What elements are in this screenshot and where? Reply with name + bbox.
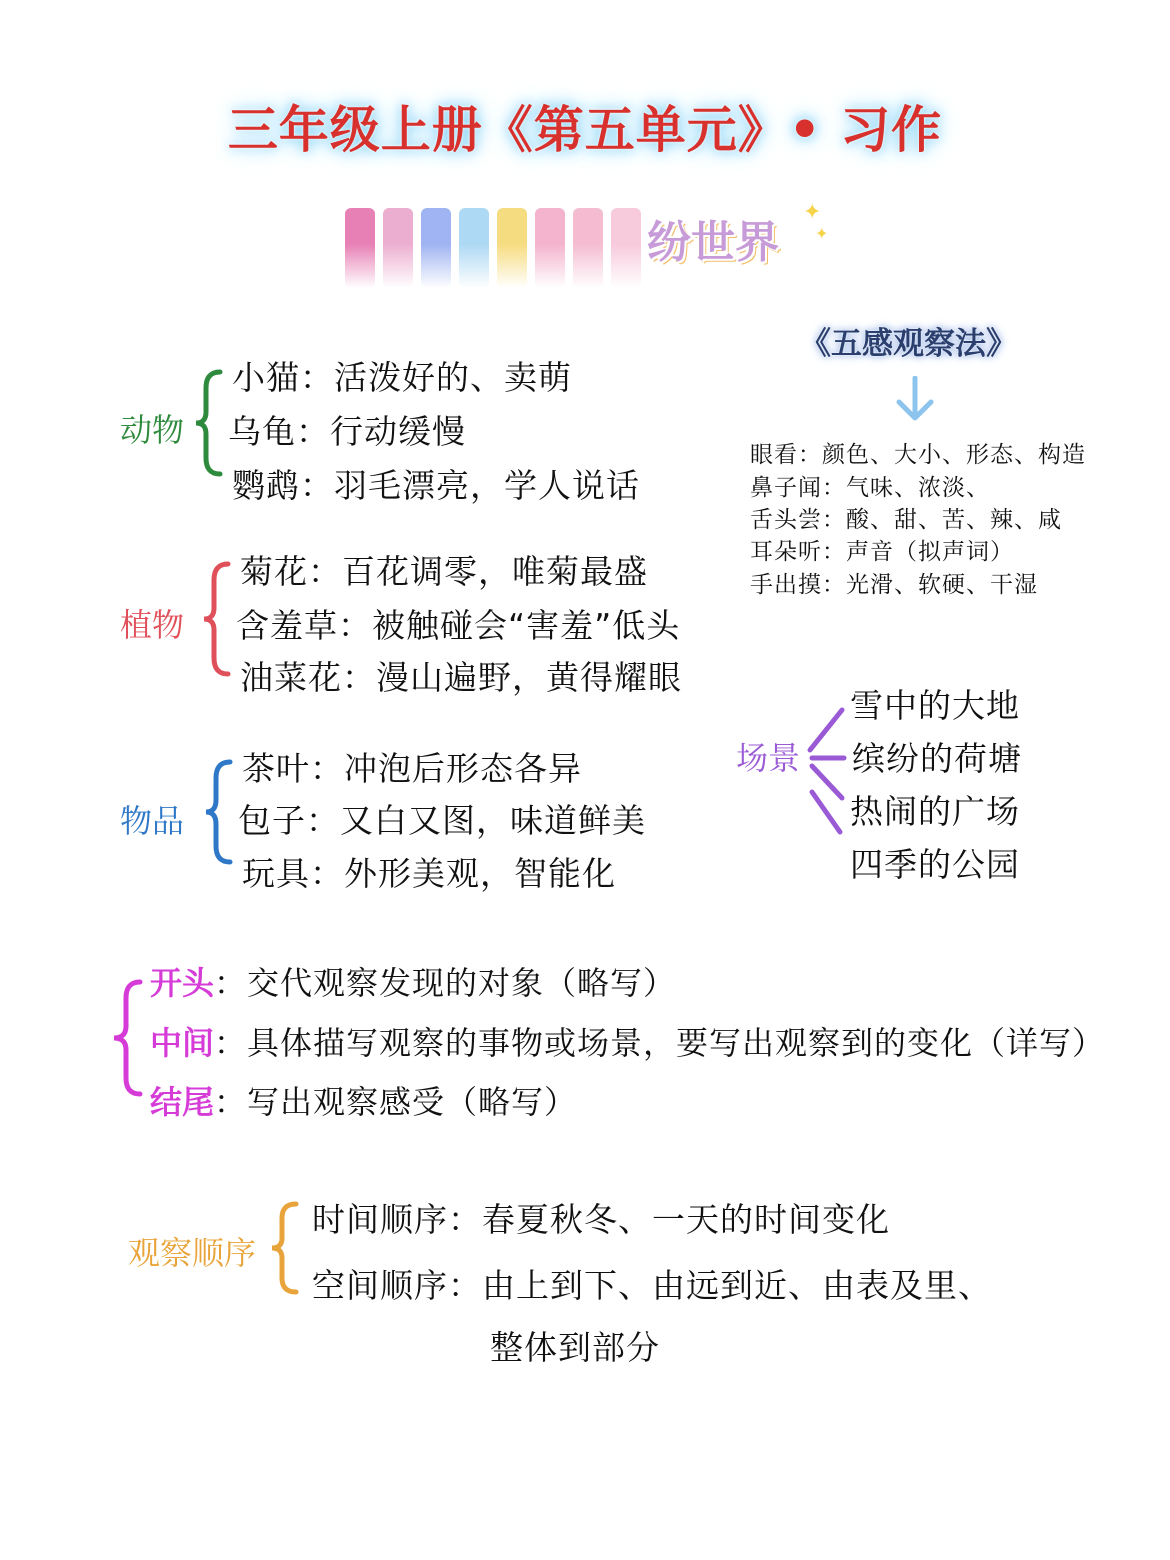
five-senses-title: 《五感观察法》 — [800, 326, 1017, 362]
brace-plants — [200, 560, 234, 678]
scene-item: 缤纷的荷塘 — [852, 739, 1022, 778]
order-line: 空间顺序：由上到下、由远到近、由表及里、 — [312, 1266, 992, 1305]
structure-label: 开头 — [150, 964, 215, 1002]
structure-label: 中间 — [150, 1024, 215, 1062]
list-item: 菊花：百花调零，唯菊最盛 — [240, 552, 648, 591]
category-animals: 动物 — [120, 411, 185, 449]
scene-connector-lines — [804, 700, 852, 840]
sparkle-icon: ✦ — [815, 224, 829, 243]
brace-order — [268, 1200, 302, 1296]
subtitle-banner — [345, 200, 829, 295]
list-item: 小猫：活泼好的、卖萌 — [232, 358, 572, 397]
structure-text: ：具体描写观察的事物或场景，要写出观察到的变化（详写） — [214, 1024, 1106, 1062]
structure-label: 结尾 — [150, 1083, 215, 1121]
sense-line: 舌头尝：酸、甜、苦、辣、咸 — [750, 507, 1062, 533]
category-objects: 物品 — [120, 802, 185, 840]
list-item: 茶叶：冲泡后形态各异 — [242, 749, 582, 788]
structure-row — [150, 958, 676, 1004]
subtitle-text: 纷世界 — [647, 217, 779, 268]
category-scenes: 场景 — [736, 739, 801, 777]
list-item: 油菜花：漫山遍野，黄得耀眼 — [240, 658, 682, 697]
category-plants: 植物 — [120, 606, 185, 644]
sense-line: 耳朵听：声音（拟声词） — [750, 539, 1014, 565]
brace-structure — [108, 978, 148, 1098]
list-item: 玩具：外形美观，智能化 — [242, 854, 616, 893]
order-line: 时间顺序：春夏秋冬、一天的时间变化 — [312, 1200, 890, 1239]
list-item: 乌龟：行动缓慢 — [228, 412, 466, 451]
structure-text: ：交代观察发现的对象（略写） — [214, 964, 677, 1002]
scene-item: 雪中的大地 — [850, 686, 1020, 725]
sparkle-icon: ✦ — [803, 200, 822, 225]
arrow-down-icon — [893, 376, 937, 424]
brace-objects — [202, 758, 236, 866]
page-title: 三年级上册《第五单元》• 习作 — [227, 101, 943, 159]
structure-text: ：写出观察感受（略写） — [214, 1083, 578, 1121]
color-stripes-decoration — [345, 208, 645, 288]
scene-item: 热闹的广场 — [850, 792, 1020, 831]
list-item: 含羞草：被触碰会“害羞”低头 — [236, 606, 681, 645]
list-item: 鹦鹉：羽毛漂亮，学人说话 — [232, 466, 640, 505]
brace-animals — [192, 368, 226, 478]
list-item: 包子：又白又图，味道鲜美 — [238, 801, 646, 840]
order-line: 整体到部分 — [490, 1328, 660, 1367]
structure-row — [150, 1018, 1105, 1064]
sense-line: 手出摸：光滑、软硬、干湿 — [750, 572, 1038, 598]
scene-item: 四季的公园 — [850, 845, 1020, 884]
structure-row — [150, 1077, 577, 1123]
category-observation-order: 观察顺序 — [128, 1234, 257, 1272]
sense-line: 鼻子闻：气味、浓淡、 — [750, 475, 990, 501]
sense-line: 眼看：颜色、大小、形态、构造 — [750, 442, 1086, 468]
